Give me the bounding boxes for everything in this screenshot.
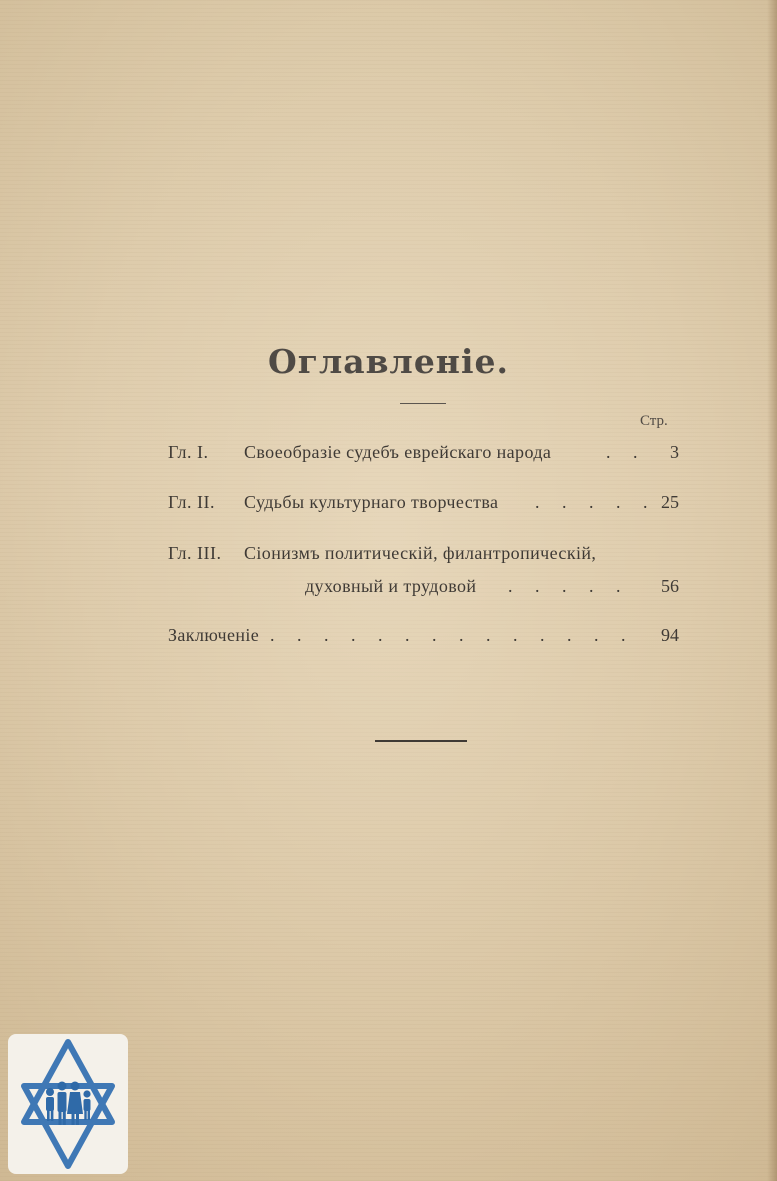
page-number: 25	[661, 492, 679, 512]
chapter-label: Гл. III.	[168, 543, 222, 563]
chapter-title: Заключеніе	[168, 625, 260, 645]
chapter-label: Гл. II.	[168, 492, 216, 512]
page-edge-shadow	[767, 0, 777, 1181]
chapter-title: Сіонизмъ политическій, филантропическій,	[244, 543, 597, 563]
chapter-title: Своеобразіе судебъ еврейскаго народа	[244, 442, 552, 462]
star-of-david-family-icon	[8, 1034, 128, 1174]
leader-dots: . .	[606, 442, 647, 462]
leader-dots: . . . . .	[535, 492, 657, 512]
title-divider	[400, 403, 446, 404]
end-divider	[375, 740, 467, 742]
page-column-header: Стр.	[640, 413, 668, 429]
page-number: 56	[661, 576, 679, 596]
chapter-title-continuation: духовный и трудовой	[305, 576, 477, 596]
page-title: Оглавленіе.	[268, 342, 509, 381]
leader-dots: . . . . . . . . . . . . . .	[270, 625, 635, 645]
leader-dots: . . . . .	[508, 576, 630, 596]
chapter-title: Судьбы культурнаго творчества	[244, 492, 499, 512]
page-number: 94	[661, 625, 679, 645]
page-number: 3	[670, 442, 679, 462]
chapter-label: Гл. I.	[168, 442, 209, 462]
